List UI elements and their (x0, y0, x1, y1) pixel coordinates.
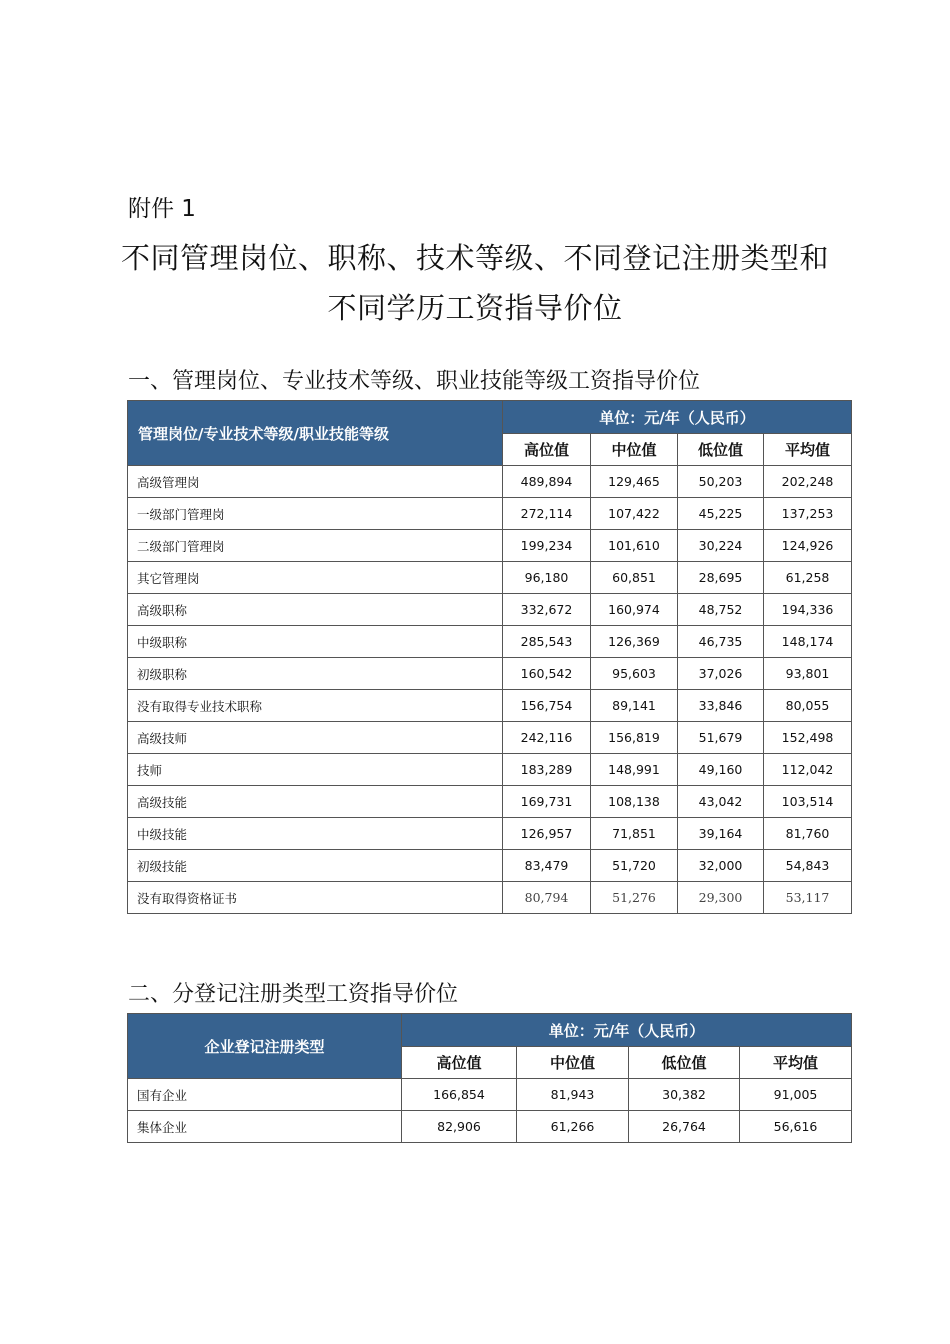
table-cell: 285,543 (503, 626, 591, 658)
table-cell: 61,266 (517, 1111, 629, 1143)
table-cell: 166,854 (402, 1079, 517, 1111)
table-cell: 156,754 (503, 690, 591, 722)
table-cell: 272,114 (503, 498, 591, 530)
table-row (128, 498, 852, 530)
table-cell: 137,253 (764, 498, 852, 530)
table-row (128, 786, 852, 818)
table-management-positions (127, 400, 852, 914)
table-cell: 93,801 (764, 658, 852, 690)
column-header: 高位值 (503, 434, 591, 466)
table-cell: 129,465 (591, 466, 678, 498)
table-cell: 30,224 (678, 530, 764, 562)
table-cell: 202,248 (764, 466, 852, 498)
row-header: 企业登记注册类型 (128, 1014, 402, 1079)
table-cell: 124,926 (764, 530, 852, 562)
table-cell: 80,055 (764, 690, 852, 722)
table-row (128, 466, 852, 498)
column-header: 中位值 (517, 1047, 629, 1079)
annex-label: 附件 1 (128, 196, 196, 222)
table-cell: 51,276 (591, 882, 678, 914)
table-cell: 194,336 (764, 594, 852, 626)
table-cell: 80,794 (503, 882, 591, 914)
row-label: 高级技能 (128, 786, 503, 818)
table-cell: 54,843 (764, 850, 852, 882)
column-header: 高位值 (402, 1047, 517, 1079)
table-cell: 126,957 (503, 818, 591, 850)
table-cell: 48,752 (678, 594, 764, 626)
table-cell: 45,225 (678, 498, 764, 530)
table-cell: 183,289 (503, 754, 591, 786)
table-cell: 51,720 (591, 850, 678, 882)
table-cell: 152,498 (764, 722, 852, 754)
table-cell: 81,943 (517, 1079, 629, 1111)
row-label: 二级部门管理岗 (128, 530, 503, 562)
row-label: 高级职称 (128, 594, 503, 626)
table-row (128, 1079, 852, 1111)
table-cell: 489,894 (503, 466, 591, 498)
table-cell: 53,117 (764, 882, 852, 914)
row-header: 管理岗位/专业技术等级/职业技能等级 (128, 401, 503, 466)
table-row (128, 594, 852, 626)
table-cell: 51,679 (678, 722, 764, 754)
row-label: 其它管理岗 (128, 562, 503, 594)
table-row (128, 722, 852, 754)
table-cell: 28,695 (678, 562, 764, 594)
table-row (128, 850, 852, 882)
table-cell: 46,735 (678, 626, 764, 658)
table-cell: 108,138 (591, 786, 678, 818)
table-cell: 30,382 (629, 1079, 740, 1111)
table-cell: 199,234 (503, 530, 591, 562)
row-label: 没有取得资格证书 (128, 882, 503, 914)
table-cell: 81,760 (764, 818, 852, 850)
row-label: 没有取得专业技术职称 (128, 690, 503, 722)
table-row (128, 1111, 852, 1143)
table-cell: 101,610 (591, 530, 678, 562)
column-header: 平均值 (764, 434, 852, 466)
table-cell: 126,369 (591, 626, 678, 658)
table-cell: 332,672 (503, 594, 591, 626)
table-cell: 103,514 (764, 786, 852, 818)
row-label: 一级部门管理岗 (128, 498, 503, 530)
section-1-heading: 一、管理岗位、专业技术等级、职业技能等级工资指导价位 (128, 369, 701, 394)
table-cell: 37,026 (678, 658, 764, 690)
table-cell: 107,422 (591, 498, 678, 530)
row-label: 中级职称 (128, 626, 503, 658)
table-cell: 96,180 (503, 562, 591, 594)
table-row (128, 818, 852, 850)
table-cell: 83,479 (503, 850, 591, 882)
table-cell: 60,851 (591, 562, 678, 594)
table-cell: 32,000 (678, 850, 764, 882)
table-row (128, 658, 852, 690)
table-cell: 148,174 (764, 626, 852, 658)
unit-label: 单位：元/年（人民币） (503, 401, 852, 434)
row-label: 初级技能 (128, 850, 503, 882)
row-label: 初级职称 (128, 658, 503, 690)
table-row (128, 882, 852, 914)
row-label: 国有企业 (128, 1079, 402, 1111)
row-label: 集体企业 (128, 1111, 402, 1143)
table-row (128, 530, 852, 562)
table-cell: 56,616 (740, 1111, 852, 1143)
table-cell: 160,974 (591, 594, 678, 626)
column-header: 中位值 (591, 434, 678, 466)
table-cell: 29,300 (678, 882, 764, 914)
table-row (128, 626, 852, 658)
table-cell: 26,764 (629, 1111, 740, 1143)
table-row (128, 754, 852, 786)
column-header: 低位值 (678, 434, 764, 466)
table-cell: 242,116 (503, 722, 591, 754)
row-label: 技师 (128, 754, 503, 786)
section-2-heading: 二、分登记注册类型工资指导价位 (128, 982, 459, 1007)
table-cell: 112,042 (764, 754, 852, 786)
row-label: 高级管理岗 (128, 466, 503, 498)
table-cell: 160,542 (503, 658, 591, 690)
table-cell: 43,042 (678, 786, 764, 818)
unit-label: 单位：元/年（人民币） (402, 1014, 852, 1047)
table-registration-types (127, 1013, 852, 1143)
column-header: 平均值 (740, 1047, 852, 1079)
table-cell: 91,005 (740, 1079, 852, 1111)
table-cell: 95,603 (591, 658, 678, 690)
table-cell: 169,731 (503, 786, 591, 818)
page-title-line-2: 不同学历工资指导价位 (327, 291, 623, 325)
table-row (128, 690, 852, 722)
table-cell: 61,258 (764, 562, 852, 594)
table-cell: 50,203 (678, 466, 764, 498)
row-label: 高级技师 (128, 722, 503, 754)
table-cell: 33,846 (678, 690, 764, 722)
table-cell: 49,160 (678, 754, 764, 786)
table-cell: 71,851 (591, 818, 678, 850)
row-label: 中级技能 (128, 818, 503, 850)
table-cell: 89,141 (591, 690, 678, 722)
table-cell: 39,164 (678, 818, 764, 850)
table-cell: 148,991 (591, 754, 678, 786)
table-cell: 156,819 (591, 722, 678, 754)
table-cell: 82,906 (402, 1111, 517, 1143)
table-row (128, 562, 852, 594)
page-title-line-1: 不同管理岗位、职称、技术等级、不同登记注册类型和 (120, 241, 829, 275)
column-header: 低位值 (629, 1047, 740, 1079)
